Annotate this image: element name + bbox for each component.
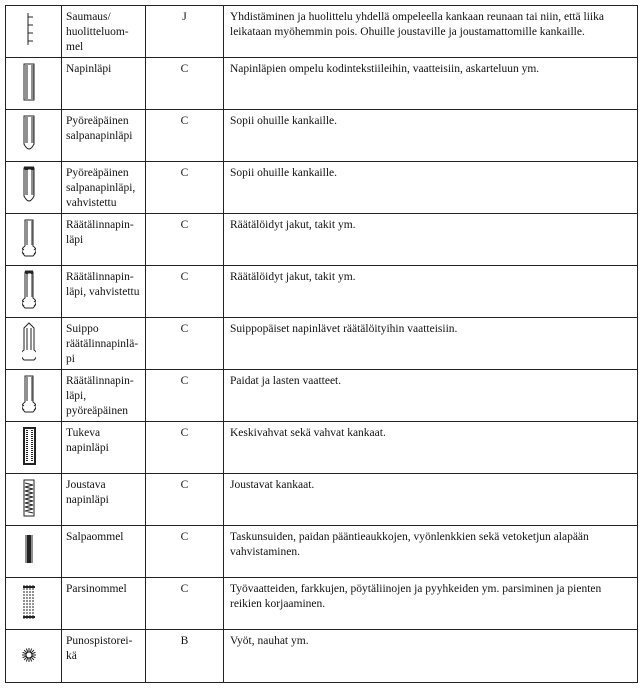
stitch-description: Keskivahvat sekä vahvat kankaat. bbox=[224, 422, 638, 474]
stitch-name: Napinläpi bbox=[62, 58, 146, 110]
keyhole-buttonhole-icon bbox=[6, 218, 61, 258]
stitch-name: Salpaommel bbox=[62, 526, 146, 578]
stitch-icon-cell bbox=[6, 6, 62, 58]
table-row bbox=[6, 6, 638, 58]
stitch-name: Pyöreäpäinen salpanapinläpi, vahvistettu bbox=[62, 162, 146, 214]
darning-stitch-icon bbox=[6, 582, 61, 622]
presser-foot: C bbox=[146, 474, 224, 526]
stitch-name: Punospistorei- kä bbox=[62, 630, 146, 683]
table-row bbox=[6, 422, 638, 474]
round-end-buttonhole-icon bbox=[6, 114, 61, 154]
stitch-table-body bbox=[6, 6, 638, 683]
stitch-description: Työvaatteiden, farkkujen, pöytäliinojen ja pyyhkeiden ym. parsiminen ja pienten reikien korjaaminen. bbox=[224, 578, 638, 630]
heavy-duty-buttonhole-icon bbox=[6, 426, 61, 466]
stitch-name: Pyöreäpäinen salpanapinläpi bbox=[62, 110, 146, 162]
table-row bbox=[6, 110, 638, 162]
presser-foot: C bbox=[146, 214, 224, 266]
pointed-keyhole-buttonhole-icon bbox=[6, 322, 61, 362]
stitch-name: Suippo räätälinnapinlä- pi bbox=[62, 318, 146, 370]
table-row bbox=[6, 162, 638, 214]
presser-foot: C bbox=[146, 58, 224, 110]
round-keyhole-buttonhole-icon bbox=[6, 374, 61, 414]
stitch-icon-cell bbox=[6, 162, 62, 214]
table-row bbox=[6, 214, 638, 266]
stitch-description: Räätälöidyt jakut, takit ym. bbox=[224, 266, 638, 318]
stitch-name: Parsinommel bbox=[62, 578, 146, 630]
stitch-description: Sopii ohuille kankaille. bbox=[224, 162, 638, 214]
stitch-description: Yhdistäminen ja huolittelu yhdellä ompeleella kankaan reunaan tai niin, että liika leikataan myöhemmin pois. Ohuille joustaville ja joustamattomille kankaille. bbox=[224, 6, 638, 58]
table-row bbox=[6, 370, 638, 422]
table-row bbox=[6, 58, 638, 110]
presser-foot: C bbox=[146, 318, 224, 370]
presser-foot: C bbox=[146, 370, 224, 422]
keyhole-reinforced-buttonhole-icon bbox=[6, 270, 61, 310]
stretch-buttonhole-icon bbox=[6, 478, 61, 518]
stitch-name: Räätälinnapin- läpi, vahvistettu bbox=[62, 266, 146, 318]
presser-foot: C bbox=[146, 266, 224, 318]
stitch-icon-cell bbox=[6, 318, 62, 370]
table-row bbox=[6, 318, 638, 370]
stitch-description: Vyöt, nauhat ym. bbox=[224, 630, 638, 683]
stitch-description: Räätälöidyt jakut, takit ym. bbox=[224, 214, 638, 266]
table-row bbox=[6, 474, 638, 526]
stitch-icon-cell bbox=[6, 474, 62, 526]
stitch-icon-cell bbox=[6, 266, 62, 318]
stitch-description: Paidat ja lasten vaatteet. bbox=[224, 370, 638, 422]
stitch-description: Joustavat kankaat. bbox=[224, 474, 638, 526]
stitch-name: Räätälinnapin- läpi, pyöreäpäinen bbox=[62, 370, 146, 422]
presser-foot: J bbox=[146, 6, 224, 58]
presser-foot: C bbox=[146, 422, 224, 474]
stitch-icon-cell bbox=[6, 422, 62, 474]
stitch-icon-cell bbox=[6, 630, 62, 683]
table-row bbox=[6, 526, 638, 578]
presser-foot: B bbox=[146, 630, 224, 683]
stitch-name: Räätälinnapin- läpi bbox=[62, 214, 146, 266]
stitch-description: Sopii ohuille kankaille. bbox=[224, 110, 638, 162]
stitch-table bbox=[5, 5, 638, 683]
stitch-icon-cell bbox=[6, 578, 62, 630]
stitch-icon-cell bbox=[6, 370, 62, 422]
presser-foot: C bbox=[146, 526, 224, 578]
stitch-name: Joustava napinläpi bbox=[62, 474, 146, 526]
stitch-icon-cell bbox=[6, 58, 62, 110]
stitch-icon-cell bbox=[6, 214, 62, 266]
stitch-description: Taskunsuiden, paidan pääntieaukkojen, vyönlenkkien sekä vetoketjun alapään vahvistaminen. bbox=[224, 526, 638, 578]
bartack-stitch-icon bbox=[6, 530, 61, 570]
table-row bbox=[6, 578, 638, 630]
buttonhole-icon bbox=[6, 62, 61, 102]
presser-foot: C bbox=[146, 578, 224, 630]
presser-foot: C bbox=[146, 110, 224, 162]
round-end-reinforced-buttonhole-icon bbox=[6, 166, 61, 206]
stitch-name: Tukeva napinläpi bbox=[62, 422, 146, 474]
eyelet-icon bbox=[6, 634, 61, 674]
presser-foot: C bbox=[146, 162, 224, 214]
stitch-description: Napinläpien ompelu kodintekstiileihin, vaatteisiin, askarteluun ym. bbox=[224, 58, 638, 110]
overlock-hem-stitch-icon bbox=[6, 10, 61, 50]
stitch-icon-cell bbox=[6, 110, 62, 162]
table-row bbox=[6, 266, 638, 318]
stitch-description: Suippopäiset napinlävet räätälöityihin vaatteisiin. bbox=[224, 318, 638, 370]
table-row bbox=[6, 630, 638, 683]
stitch-name: Saumaus/ huolitteluom- mel bbox=[62, 6, 146, 58]
stitch-icon-cell bbox=[6, 526, 62, 578]
